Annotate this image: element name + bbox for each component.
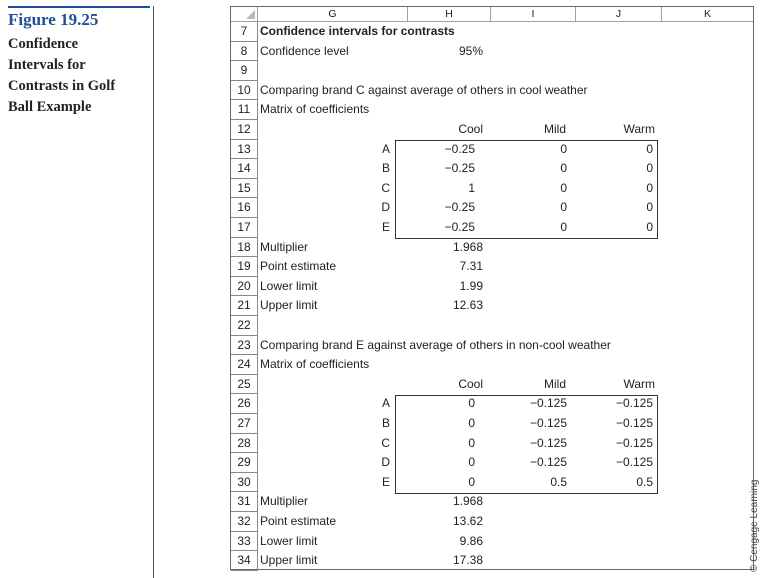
cell-g[interactable]: Upper limit: [260, 553, 318, 568]
description-line: Confidence: [8, 36, 79, 52]
table-row: [231, 532, 753, 552]
cell-h[interactable]: 7.31: [459, 259, 483, 274]
cell-g-brand[interactable]: A: [381, 141, 390, 156]
cell-g[interactable]: Point estimate: [260, 514, 337, 528]
description-line: Intervals for: [8, 57, 86, 73]
column-header-k[interactable]: K: [662, 7, 753, 22]
table-row: [231, 81, 753, 101]
cell-h[interactable]: 1.968: [452, 239, 483, 254]
cell-h[interactable]: 12.63: [452, 298, 483, 313]
cell-j[interactable]: Warm: [623, 122, 655, 136]
row-number[interactable]: 8: [231, 42, 258, 62]
table-row: [231, 414, 753, 434]
cell-i[interactable]: −0.125: [529, 455, 567, 470]
cell-g-brand[interactable]: C: [381, 435, 390, 450]
row-number[interactable]: 16: [231, 198, 258, 218]
column-header-j[interactable]: J: [576, 7, 662, 22]
cell-g[interactable]: Confidence level: [260, 43, 349, 58]
table-row: [231, 434, 753, 454]
table-row: [231, 22, 753, 42]
cell-h[interactable]: 9.86: [459, 533, 483, 548]
row-number[interactable]: 12: [231, 120, 258, 140]
column-header-h[interactable]: H: [408, 7, 491, 22]
cell-h[interactable]: −0.25: [444, 220, 475, 234]
cell-g[interactable]: Confidence intervals for contrasts: [260, 24, 455, 38]
cell-g-brand[interactable]: B: [381, 416, 390, 430]
figure-label: Figure 19.25: [8, 6, 150, 30]
table-row: [231, 218, 753, 238]
row-number[interactable]: 9: [231, 61, 258, 81]
cell-h[interactable]: 0: [468, 435, 475, 450]
cell-j[interactable]: 0: [646, 220, 653, 234]
row-number[interactable]: 29: [231, 453, 258, 473]
cell-g[interactable]: Matrix of coefficients: [260, 357, 370, 372]
row-number[interactable]: 22: [231, 316, 258, 336]
cell-j[interactable]: −0.125: [615, 416, 653, 430]
row-number[interactable]: 33: [231, 532, 258, 552]
cell-i[interactable]: 0: [560, 180, 567, 195]
cell-i[interactable]: Mild: [543, 376, 566, 391]
column-header-i[interactable]: I: [491, 7, 576, 22]
row-number[interactable]: 11: [231, 100, 258, 120]
row-number[interactable]: 32: [231, 512, 258, 532]
cell-j[interactable]: 0: [646, 200, 653, 215]
row-number[interactable]: 17: [231, 218, 258, 238]
cell-h[interactable]: −0.25: [444, 200, 475, 215]
cell-h[interactable]: Cool: [458, 122, 483, 136]
cell-i[interactable]: Mild: [543, 122, 566, 136]
table-row: [231, 277, 753, 297]
row-number[interactable]: 18: [231, 238, 258, 258]
row-number[interactable]: 14: [231, 159, 258, 179]
cell-i[interactable]: 0: [560, 141, 567, 156]
cell-g[interactable]: Multiplier: [260, 494, 309, 509]
table-row: [231, 100, 753, 120]
cell-g-brand[interactable]: E: [381, 474, 390, 489]
table-row: [231, 355, 753, 375]
table-row: [231, 198, 753, 218]
cell-h[interactable]: 0: [468, 474, 475, 489]
table-row: [231, 296, 753, 316]
cell-g[interactable]: Point estimate: [260, 259, 337, 274]
cell-g[interactable]: Comparing brand E against average of others in non-cool weather: [260, 337, 611, 352]
cell-i[interactable]: 0: [560, 161, 567, 176]
row-number[interactable]: 23: [231, 336, 258, 356]
table-row: [231, 336, 753, 356]
row-number[interactable]: 31: [231, 492, 258, 512]
table-row: [231, 492, 753, 512]
table-row: [231, 512, 753, 532]
cell-h[interactable]: 95%: [458, 43, 483, 58]
figure-caption: [8, 6, 148, 118]
cell-g-brand[interactable]: E: [381, 220, 390, 234]
cell-g[interactable]: Comparing brand C against average of others in cool weather: [260, 82, 588, 97]
cell-h[interactable]: 0: [468, 455, 475, 470]
table-row: [231, 179, 753, 199]
description-line: Contrasts in Golf: [8, 78, 116, 94]
cell-g-brand[interactable]: A: [381, 396, 390, 411]
spreadsheet: [230, 6, 754, 570]
row-number[interactable]: 20: [231, 277, 258, 297]
cell-i[interactable]: −0.125: [529, 435, 567, 450]
select-all-corner[interactable]: [231, 7, 258, 22]
cell-g[interactable]: Matrix of coefficients: [260, 102, 370, 117]
table-row: [231, 120, 753, 140]
row-number[interactable]: 25: [231, 375, 258, 395]
table-row: [231, 551, 753, 571]
cell-h[interactable]: 0: [468, 396, 475, 411]
row-number[interactable]: 15: [231, 179, 258, 199]
cell-h[interactable]: 1.99: [459, 278, 483, 293]
cell-h[interactable]: 0: [468, 416, 475, 430]
row-number[interactable]: 26: [231, 394, 258, 414]
cell-g[interactable]: Multiplier: [260, 239, 309, 254]
cell-h[interactable]: 13.62: [452, 514, 483, 528]
cell-j[interactable]: 0.5: [636, 474, 653, 489]
cell-h[interactable]: 1: [468, 180, 475, 195]
cell-h[interactable]: −0.25: [444, 161, 475, 176]
table-row: [231, 140, 753, 160]
row-number[interactable]: 30: [231, 473, 258, 493]
row-number[interactable]: 10: [231, 81, 258, 101]
cell-h[interactable]: 17.38: [452, 553, 483, 568]
cell-i[interactable]: 0: [560, 220, 567, 234]
cell-g[interactable]: Lower limit: [260, 533, 318, 548]
cell-g-brand[interactable]: D: [381, 455, 390, 470]
table-row: [231, 257, 753, 277]
table-row: [231, 238, 753, 258]
table-row: [231, 159, 753, 179]
column-header-g[interactable]: G: [258, 7, 408, 22]
table-row: [231, 375, 753, 395]
table-row: [231, 61, 753, 81]
cell-j[interactable]: −0.125: [615, 396, 653, 411]
cell-j[interactable]: Warm: [623, 376, 655, 391]
table-row: [231, 42, 753, 62]
cell-g[interactable]: Lower limit: [260, 278, 318, 293]
cell-j[interactable]: −0.125: [615, 455, 653, 470]
table-row: [231, 453, 753, 473]
cell-i[interactable]: −0.125: [529, 396, 567, 411]
cell-h[interactable]: −0.25: [444, 141, 475, 156]
copyright-credit: © Cengage Learning: [749, 479, 760, 572]
row-number[interactable]: 21: [231, 296, 258, 316]
row-number[interactable]: 19: [231, 257, 258, 277]
cell-g-brand[interactable]: B: [381, 161, 390, 176]
cell-j[interactable]: 0: [646, 180, 653, 195]
description-line: Ball Example: [8, 99, 92, 115]
row-number[interactable]: 28: [231, 434, 258, 454]
cell-g[interactable]: Upper limit: [260, 298, 318, 313]
cell-g-brand[interactable]: C: [381, 180, 390, 195]
table-row: [231, 473, 753, 493]
cell-i[interactable]: −0.125: [529, 416, 567, 430]
margin-divider: [153, 6, 154, 578]
cell-j[interactable]: −0.125: [615, 435, 653, 450]
row-number[interactable]: 13: [231, 140, 258, 160]
row-number[interactable]: 27: [231, 414, 258, 434]
cell-h[interactable]: Cool: [458, 376, 483, 391]
cell-i[interactable]: 0: [560, 200, 567, 215]
row-number[interactable]: 24: [231, 355, 258, 375]
row-number[interactable]: 7: [231, 22, 258, 42]
row-number[interactable]: 34: [231, 551, 258, 571]
table-row: [231, 316, 753, 336]
cell-j[interactable]: 0: [646, 161, 653, 176]
table-row: [231, 394, 753, 414]
figure-description: [8, 34, 148, 118]
cell-j[interactable]: 0: [646, 141, 653, 156]
cell-g-brand[interactable]: D: [381, 200, 390, 215]
cell-h[interactable]: 1.968: [452, 494, 483, 509]
cell-i[interactable]: 0.5: [550, 474, 567, 489]
